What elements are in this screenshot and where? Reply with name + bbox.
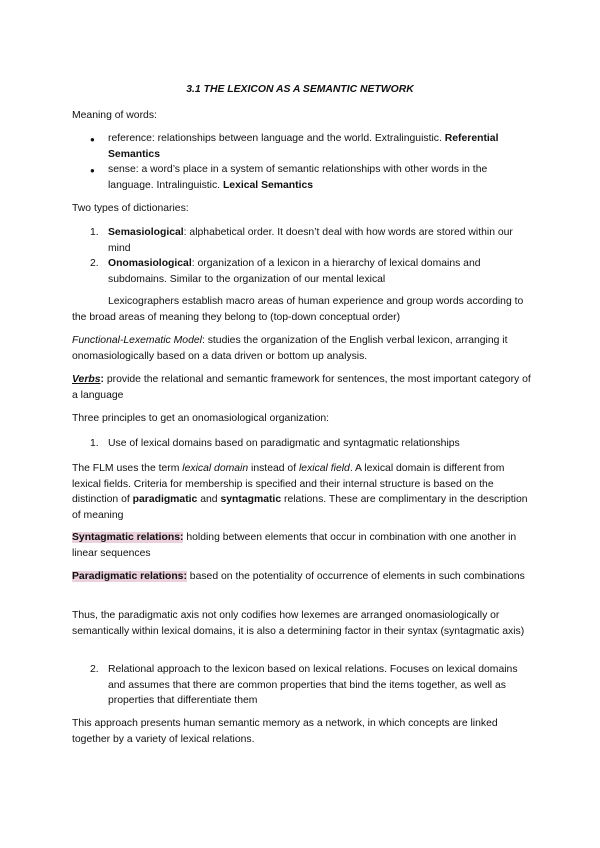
thus-paragraph: Thus, the paradigmatic axis not only codifies how lexemes are arranged onomasiologically or semantically within lexical domains, it is also a determining factor in their syntax (syntagmatic axis) bbox=[72, 610, 525, 637]
principles-heading: Three principles to get an onomasiological organization: bbox=[72, 413, 330, 424]
flm-term-paragraph: The FLM uses the term lexical domain instead of lexical field. A lexical domain is different from lexical fields. Criteria for membership is specified and their internal structure is based on the distinction of paradigmatic and syntagmatic relations. These are complimentary in the description of meaning bbox=[72, 463, 528, 521]
lexicographers-paragraph: Lexicographers establish macro areas of human experience and group words according to the broad areas of meaning they belong to (top-down conceptual order) bbox=[72, 296, 524, 323]
syntagmatic-paragraph: Syntagmatic relations: holding between elements that occur in combination with one another in linear sequences bbox=[72, 532, 517, 559]
bullet-icon: ● bbox=[90, 135, 95, 144]
list-number: 1. bbox=[90, 438, 99, 449]
page-title: 3.1 THE LEXICON AS A SEMANTIC NETWORK bbox=[186, 84, 414, 95]
bullet-icon: ● bbox=[90, 166, 95, 175]
list-number: 2. bbox=[90, 258, 99, 269]
approach-paragraph: This approach presents human semantic memory as a network, in which concepts are linked together by a variety of lexical relations. bbox=[72, 718, 498, 745]
list-number: 2. bbox=[90, 664, 99, 675]
list-number: 1. bbox=[90, 227, 99, 238]
meaning-item-reference: reference: relationships between language and the world. Extralinguistic. Referential Semantics bbox=[108, 133, 499, 160]
meaning-item-sense: sense: a word’s place in a system of semantic relationships with other words in the language. Intralinguistic. Lexical Semantics bbox=[108, 164, 488, 191]
principle-1: Use of lexical domains based on paradigmatic and syntagmatic relationships bbox=[108, 438, 460, 449]
verbs-paragraph: Verbs: provide the relational and semantic framework for sentences, the most important category of a language bbox=[72, 374, 531, 401]
flm-paragraph: Functional-Lexematic Model: studies the organization of the English verbal lexicon, arranging it onomasiologically based on a data driven or bottom up analysis. bbox=[72, 335, 508, 362]
dict-item-onomasiological: Onomasiological: organization of a lexicon in a hierarchy of lexical domains and subdomains. Similar to the organization of our mental lexical bbox=[108, 258, 481, 285]
paradigmatic-paragraph: Paradigmatic relations: based on the potentiality of occurrence of elements in such combinations bbox=[72, 571, 525, 582]
dict-item-semasiological: Semasiological: alphabetical order. It doesn’t deal with how words are stored within our mind bbox=[108, 227, 513, 254]
syntagmatic-highlight: Syntagmatic relations: bbox=[72, 532, 184, 543]
dictionaries-heading: Two types of dictionaries: bbox=[72, 203, 189, 214]
paradigmatic-highlight: Paradigmatic relations: bbox=[72, 571, 187, 582]
principle-2: Relational approach to the lexicon based on lexical relations. Focuses on lexical domains and assumes that there are common properties that bind the items together, as well as properties that differentiate them bbox=[108, 664, 518, 707]
meaning-heading: Meaning of words: bbox=[72, 110, 157, 121]
